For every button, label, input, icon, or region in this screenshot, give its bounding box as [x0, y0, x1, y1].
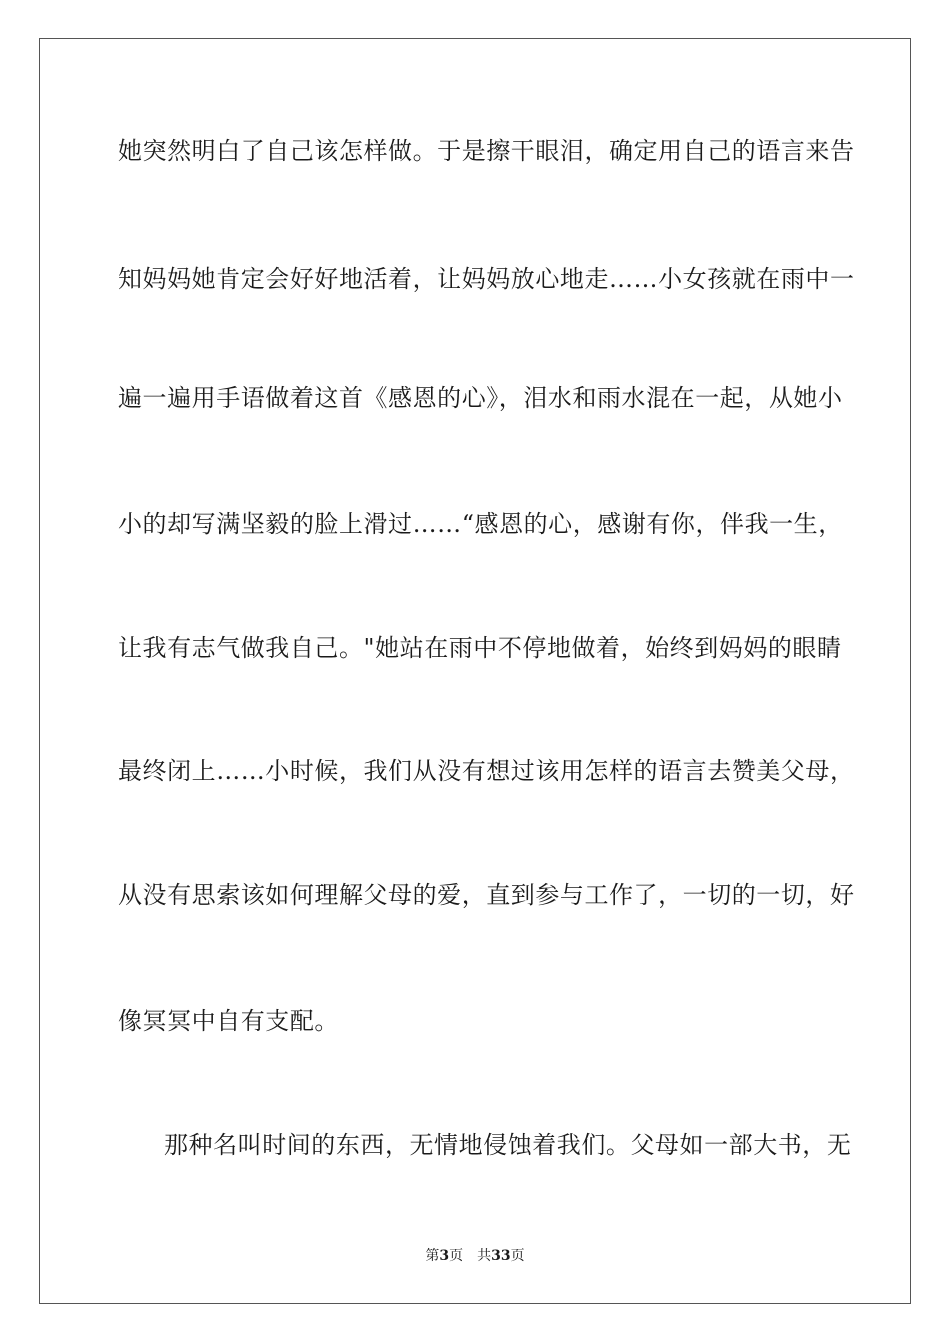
text-line-5: 让我有志气做我自己。"她站在雨中不停地做着，始终到妈妈的眼睛	[118, 634, 842, 662]
footer-total-prefix: 共	[477, 1248, 492, 1264]
text-line-1: 她突然明白了自己该怎样做。于是擦干眼泪，确定用自己的语言来告	[118, 137, 855, 165]
footer-page-suffix: 页	[449, 1248, 464, 1264]
footer-page-number: 3	[439, 1248, 450, 1264]
text-line-2: 知妈妈她肯定会好好地活着，让妈妈放心地走……小女孩就在雨中一	[118, 265, 855, 293]
footer-page-prefix: 第	[425, 1248, 440, 1264]
footer-total-pages: 33	[491, 1248, 511, 1264]
text-line-7: 从没有思索该如何理解父母的爱，直到参与工作了，一切的一切，好	[118, 881, 855, 909]
page-border	[39, 38, 911, 1304]
page-footer	[0, 1247, 950, 1265]
text-line-8: 像冥冥中自有支配。	[118, 1007, 339, 1035]
text-line-4: 小的却写满坚毅的脸上滑过……“感恩的心，感谢有你，伴我一生，	[118, 510, 843, 538]
text-line-6: 最终闭上……小时候，我们从没有想过该用怎样的语言去赞美父母，	[118, 757, 855, 785]
footer-total-suffix: 页	[510, 1248, 525, 1264]
text-line-9-paragraph-start: 那种名叫时间的东西，无情地侵蚀着我们。父母如一部大书，无	[164, 1131, 852, 1159]
text-line-3: 遍一遍用手语做着这首《感恩的心》，泪水和雨水混在一起，从她小	[118, 384, 843, 412]
